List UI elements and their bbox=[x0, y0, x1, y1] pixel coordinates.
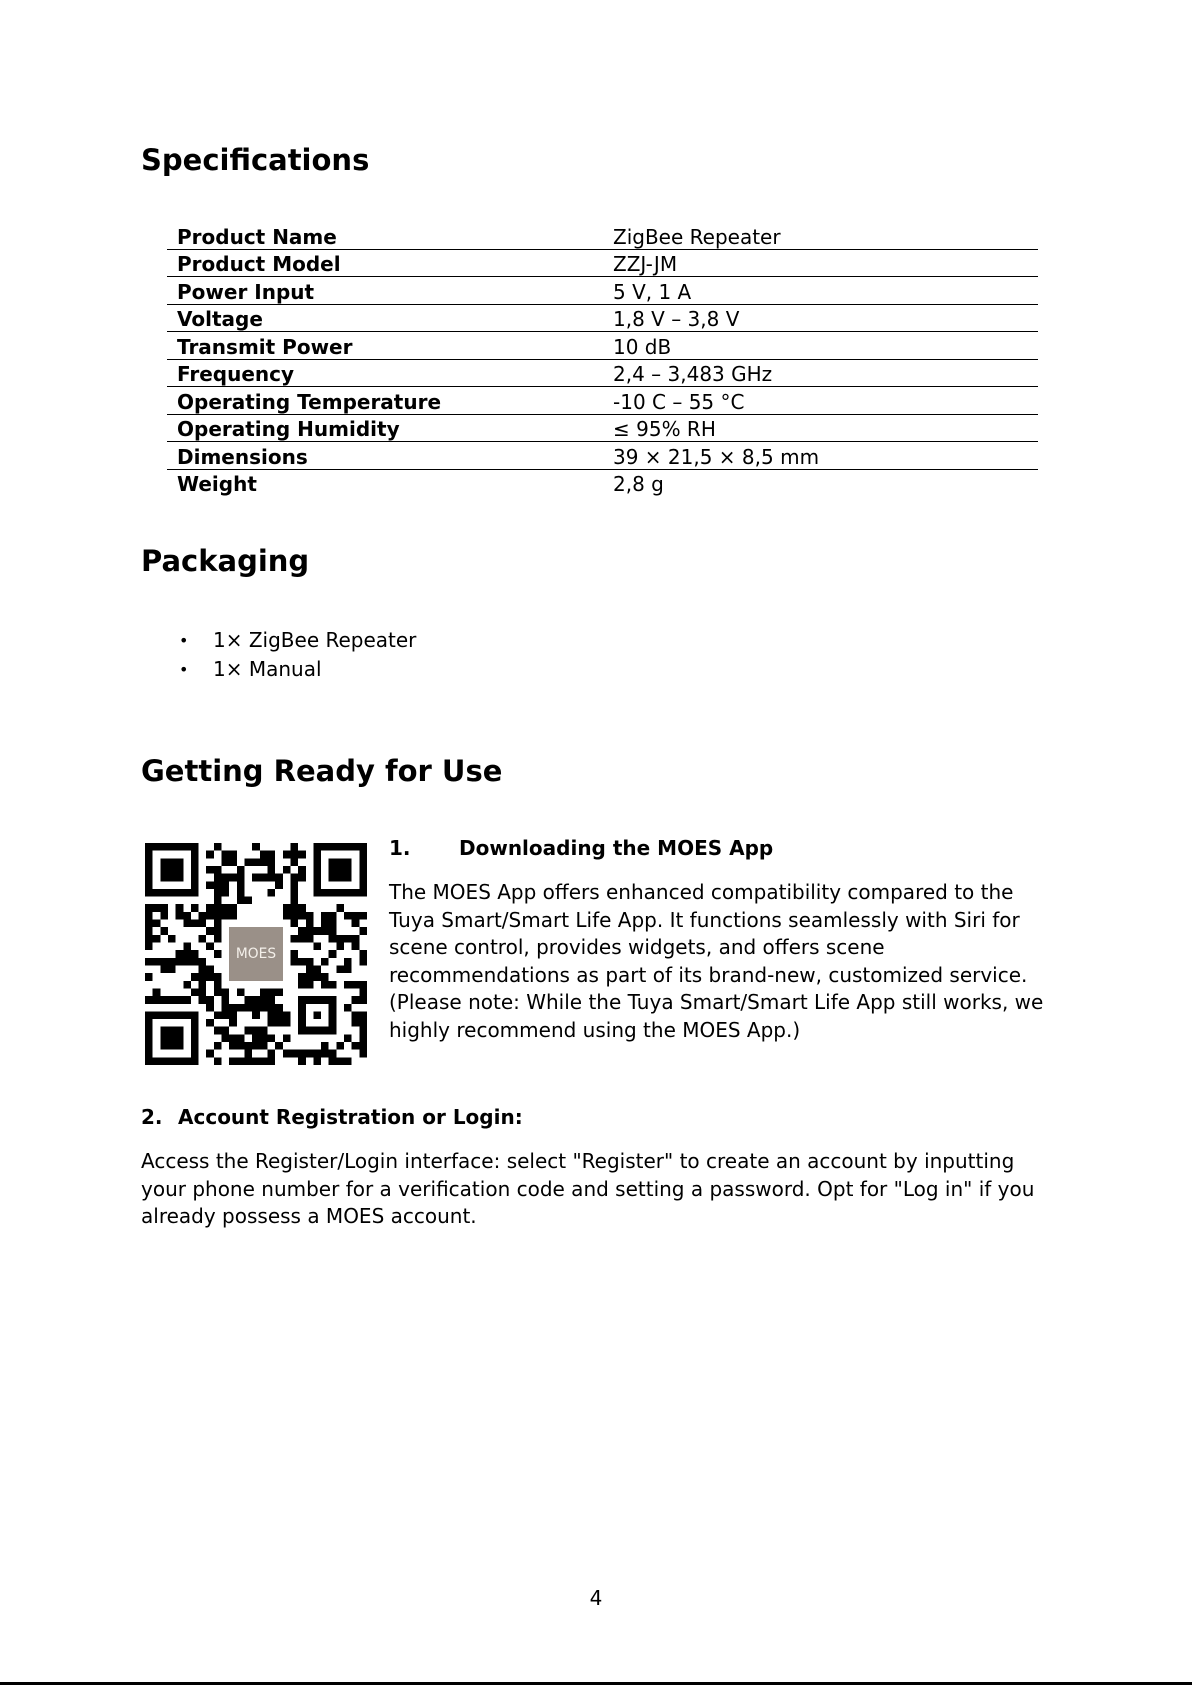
spec-label: Operating Temperature bbox=[177, 389, 442, 414]
spec-label: Voltage bbox=[177, 307, 263, 331]
table-row bbox=[167, 249, 1038, 277]
list-item-text: 1× Manual bbox=[213, 657, 322, 681]
step-1-heading bbox=[389, 835, 773, 861]
step-title: Account Registration or Login: bbox=[178, 1105, 523, 1129]
step-2-heading bbox=[141, 1104, 523, 1130]
packaging-heading: Packaging bbox=[141, 544, 310, 578]
spec-value: 39 × 21,5 × 8,5 mm bbox=[613, 444, 820, 469]
table-row bbox=[167, 387, 1038, 415]
spec-value: 2,4 – 3,483 GHz bbox=[613, 362, 773, 386]
spec-value: ZZJ-JM bbox=[613, 252, 678, 276]
list-item bbox=[141, 655, 416, 684]
spec-label: Power Input bbox=[177, 279, 315, 304]
moes-logo-text: MOES bbox=[235, 945, 277, 962]
spec-value: ≤ 95% RH bbox=[613, 417, 716, 441]
table-row bbox=[167, 414, 1038, 442]
packaging-list bbox=[141, 626, 416, 684]
step-1-paragraph: The MOES App offers enhanced compatibility compared to the Tuya Smart/Smart Life App. It functions seamlessly with Siri for scene control, provides widgets, and offers scene recommendations as part of its brand-new, customized service. (Please note: While the Tuya Smart/Smart Life App still works, we highly recommend using the MOES App.) bbox=[389, 880, 1044, 1042]
spec-label: Product Name bbox=[177, 224, 337, 249]
spec-label: Frequency bbox=[177, 362, 295, 386]
bullet-icon: • bbox=[179, 631, 189, 650]
spec-value: -10 C – 55 °C bbox=[613, 389, 745, 414]
step-number: 1. bbox=[389, 836, 411, 860]
spec-label: Product Model bbox=[177, 252, 341, 276]
table-row bbox=[167, 442, 1038, 470]
step-number: 2. bbox=[141, 1105, 163, 1129]
step-2-paragraph: Access the Register/Login interface: select "Register" to create an account by inputting your phone number for a verification code and setting a password. Opt for "Log in" if you already possess a MOES account. bbox=[141, 1149, 1035, 1229]
specifications-heading: Specifications bbox=[141, 143, 370, 177]
list-item bbox=[141, 626, 416, 655]
table-row bbox=[167, 359, 1038, 387]
spec-value: 2,8 g bbox=[613, 472, 664, 496]
spec-value: 5 V, 1 A bbox=[613, 279, 692, 304]
bullet-icon: • bbox=[179, 660, 189, 679]
spec-value: ZigBee Repeater bbox=[613, 224, 781, 249]
list-item-text: 1× ZigBee Repeater bbox=[213, 628, 417, 652]
spec-label: Transmit Power bbox=[177, 334, 353, 359]
page-number: 4 bbox=[589, 1586, 603, 1610]
qr-code-icon bbox=[145, 843, 367, 1065]
step-title: Downloading the MOES App bbox=[459, 836, 774, 860]
spec-label: Dimensions bbox=[177, 444, 308, 469]
table-row bbox=[167, 222, 1038, 249]
spec-value: 10 dB bbox=[613, 334, 672, 359]
table-row bbox=[167, 469, 1038, 496]
table-row bbox=[167, 332, 1038, 360]
getting-ready-heading: Getting Ready for Use bbox=[141, 754, 503, 788]
spec-label: Weight bbox=[177, 472, 257, 496]
specifications-table bbox=[167, 222, 1038, 496]
table-row bbox=[167, 304, 1038, 332]
spec-label: Operating Humidity bbox=[177, 417, 400, 441]
spec-value: 1,8 V – 3,8 V bbox=[613, 307, 740, 331]
table-row bbox=[167, 277, 1038, 305]
